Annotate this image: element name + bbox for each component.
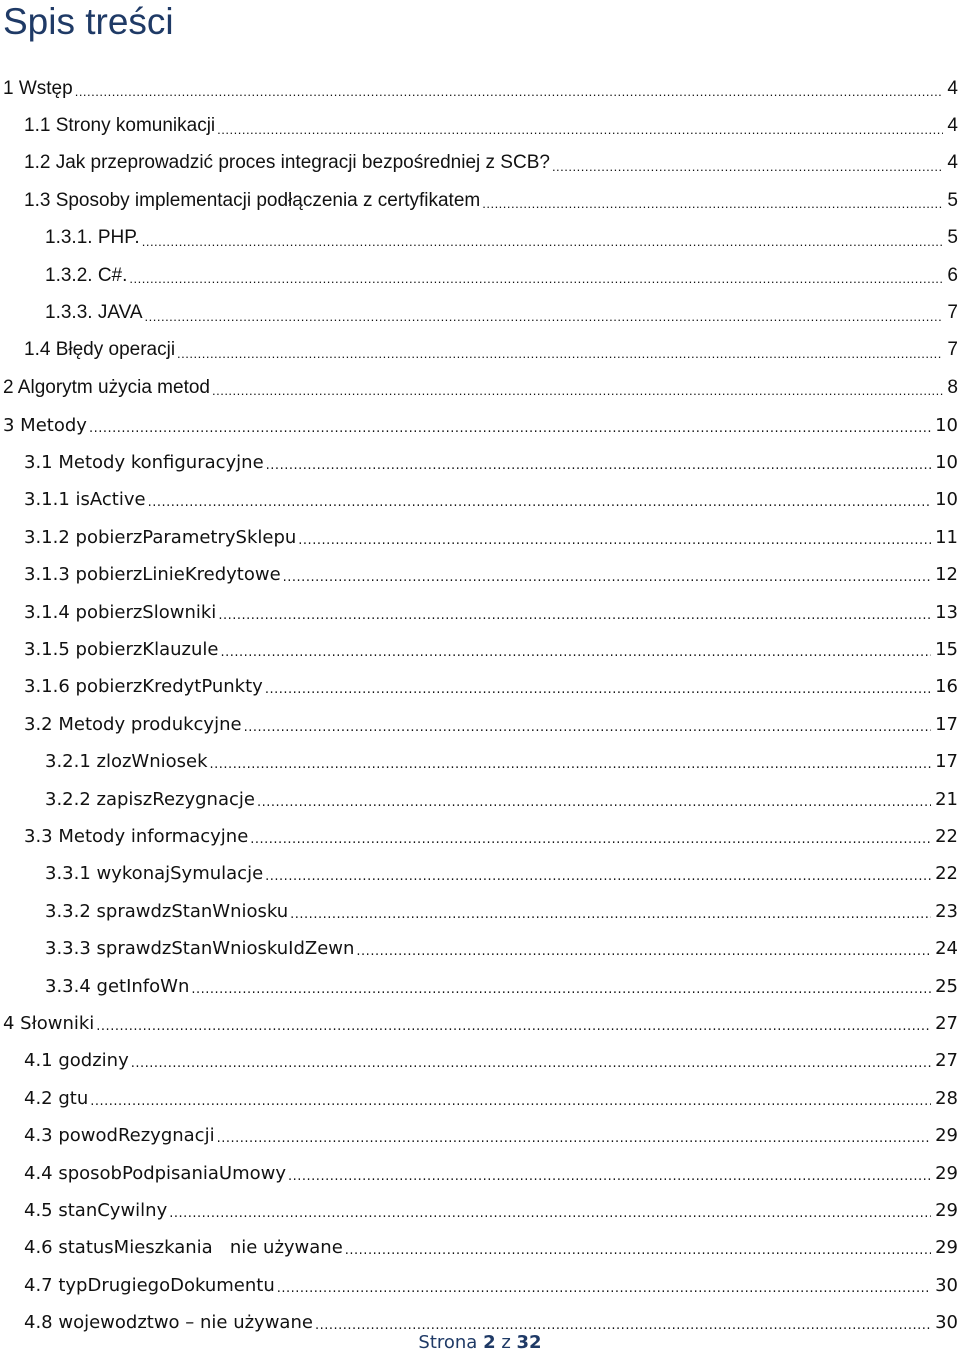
toc-entry[interactable] [0,1117,960,1154]
toc-entry-page-number: 30 [935,1274,958,1296]
toc-entry-page-number: 4 [947,152,958,174]
dot-leader [142,226,944,251]
toc-entry-title: 3.1.3 pobierzLinieKredytowe [24,564,281,586]
dot-leader [96,1011,931,1036]
dot-leader [257,787,931,812]
dot-leader [356,936,931,961]
toc-entry[interactable] [0,1042,960,1079]
dot-leader [288,1161,931,1186]
toc-entry-title: 1.3 Sposoby implementacji podłączenia z certyfikatem [24,189,481,211]
toc-entry[interactable] [0,257,960,294]
toc-entry-page-number: 13 [935,601,958,623]
toc-entry-page-number: 5 [947,227,958,249]
toc-entry-page-number: 29 [935,1199,958,1221]
toc-entry-title: 3.3.1 wykonajSymulacje [45,863,264,885]
toc-entry[interactable] [0,369,960,406]
toc-entry-title: 4.3 powodRezygnacji [24,1125,215,1147]
toc-entry-page-number: 25 [935,975,958,997]
toc-entry-title: 3.2.1 zlozWniosek [45,751,208,773]
dot-leader [191,974,931,999]
dot-leader [217,1123,932,1148]
toc-entry-page-number: 22 [935,826,958,847]
toc-entry-title: 3.2 Metody produkcyjne [24,713,242,735]
toc-entry-page-number: 7 [947,339,958,361]
toc-entry-title: 4.7 typDrugiegoDokumentu [24,1274,275,1296]
dot-leader [552,151,943,176]
footer-current-page: 2 [483,1332,496,1353]
toc-entry-title: 3.1.4 pobierzSlowniki [24,601,217,623]
dot-leader [482,188,943,213]
toc-entry-title: 3.1.5 pobierzKlauzule [24,639,219,661]
toc-entry-title: 3.1.1 isActive [24,489,146,511]
toc-entry-title: 4.8 wojewodztwo – nie używane [24,1312,313,1334]
toc-entry[interactable] [0,893,960,930]
toc-entry-page-number: 23 [935,900,958,922]
dot-leader [298,525,931,550]
toc-entry-page-number: 12 [935,564,958,586]
footer-total-pages: 32 [516,1332,542,1353]
table-of-contents [0,70,960,1341]
dot-leader [277,1273,931,1298]
dot-leader [266,450,931,475]
dot-leader [265,674,931,699]
dot-leader [265,861,931,886]
toc-entry[interactable] [0,967,960,1004]
toc-entry-page-number: 5 [947,189,958,211]
dot-leader [220,637,931,662]
toc-entry-page-number: 7 [947,302,958,324]
toc-entry-page-number: 27 [935,1012,958,1034]
toc-entry-title: 4.6 statusMieszkania nie używane [24,1237,343,1259]
toc-entry-page-number: 29 [935,1237,958,1259]
toc-entry[interactable] [0,294,960,331]
toc-entry-title: 1.1 Strony komunikacji [24,115,216,137]
toc-entry[interactable] [0,631,960,668]
dot-leader [250,824,931,849]
toc-entry-page-number: 11 [935,526,958,548]
toc-entry-page-number: 30 [935,1312,958,1334]
toc-entry[interactable] [0,220,960,257]
toc-entry[interactable] [0,1192,960,1229]
dot-leader [90,1086,931,1111]
page-title: Spis treści [3,1,174,42]
toc-entry-title: 4.4 sposobPodpisaniaUmowy [24,1162,287,1184]
toc-entry-page-number: 21 [935,788,958,810]
dot-leader [290,899,931,924]
toc-entry[interactable] [0,182,960,219]
toc-entry-page-number: 4 [947,115,958,137]
toc-entry[interactable] [0,930,960,967]
toc-entry-title: 3.1.6 pobierzKredytPunkty [24,676,263,698]
toc-entry-page-number: 15 [935,639,958,661]
toc-entry-page-number: 29 [935,1162,958,1184]
toc-entry[interactable] [0,107,960,144]
toc-entry[interactable] [0,743,960,780]
dot-leader [148,487,932,512]
toc-entry-title: 3.2.2 zapiszRezygnacje [45,788,255,810]
toc-entry-page-number: 4 [947,77,958,99]
toc-entry-title: 1.3.1. PHP. [45,227,140,249]
toc-entry[interactable] [0,481,960,518]
toc-entry[interactable] [0,70,960,107]
dot-leader [218,600,931,625]
dot-leader [210,749,932,774]
toc-entry-page-number: 29 [935,1125,958,1147]
toc-entry[interactable] [0,1005,960,1042]
dot-leader [131,1048,931,1073]
toc-entry-page-number: 27 [935,1050,958,1072]
toc-entry[interactable] [0,855,960,892]
toc-entry-title: 3.3 Metody informacyjne [24,826,249,847]
toc-entry-page-number: 10 [935,452,958,474]
toc-entry-title: 1.3.3. JAVA [45,302,143,324]
dot-leader [145,301,944,326]
page-footer [0,1332,960,1353]
toc-entry[interactable] [0,780,960,817]
toc-entry-page-number: 10 [935,489,958,511]
toc-entry[interactable] [0,519,960,556]
dot-leader [212,375,943,400]
toc-entry-title: 3.3.3 sprawdzStanWnioskuIdZewn [45,938,355,960]
dot-leader [244,712,932,737]
toc-entry[interactable] [0,593,960,630]
footer-prefix: Strona [418,1332,478,1353]
toc-entry-title: 3.1.2 pobierzParametrySklepu [24,526,297,548]
toc-entry-title: 1.4 Błędy operacji [24,339,176,361]
toc-entry-title: 1.3.2. C#. [45,264,128,286]
dot-leader [177,338,943,363]
dot-leader [75,76,944,101]
toc-entry[interactable] [0,407,960,444]
toc-entry-title: 3.3.4 getInfoWn [45,975,190,997]
toc-entry-page-number: 6 [947,264,958,286]
toc-entry-page-number: 24 [935,938,958,960]
toc-entry[interactable] [0,332,960,369]
toc-entry-title: 4.1 godziny [24,1050,129,1072]
toc-entry-page-number: 10 [935,414,958,436]
toc-entry[interactable] [0,145,960,182]
dot-leader [345,1235,931,1260]
toc-entry-title: 3 Metody [3,414,87,436]
toc-entry[interactable] [0,1080,960,1117]
toc-entry-title: 3.1 Metody konfiguracyjne [24,452,264,474]
dot-leader [169,1198,931,1223]
toc-entry-title: 1 Wstęp [3,77,73,99]
toc-entry[interactable] [0,1154,960,1191]
toc-entry[interactable] [0,444,960,481]
toc-entry-page-number: 22 [935,863,958,885]
toc-entry[interactable] [0,1267,960,1304]
toc-entry-page-number: 28 [935,1087,958,1109]
toc-entry-page-number: 8 [947,376,958,398]
toc-entry[interactable] [0,706,960,743]
toc-entry[interactable] [0,668,960,705]
toc-entry-page-number: 17 [935,751,958,773]
toc-entry-page-number: 16 [935,676,958,698]
dot-leader [129,263,943,288]
toc-entry-title: 4.5 stanCywilny [24,1199,168,1221]
toc-entry[interactable] [0,1229,960,1266]
toc-entry-title: 4.2 gtu [24,1087,89,1109]
toc-entry[interactable] [0,818,960,855]
toc-entry-title: 3.3.2 sprawdzStanWniosku [45,900,289,922]
dot-leader [283,562,931,587]
toc-entry-title: 1.2 Jak przeprowadzić proces integracji bezpośredniej z SCB? [24,152,550,174]
toc-entry-title: 4 Słowniki [3,1012,95,1034]
toc-entry-page-number: 17 [935,713,958,735]
dot-leader [217,114,943,139]
toc-entry[interactable] [0,556,960,593]
toc-entry-title: 2 Algorytm użycia metod [3,376,210,398]
footer-separator: z [501,1332,511,1353]
dot-leader [89,413,931,438]
